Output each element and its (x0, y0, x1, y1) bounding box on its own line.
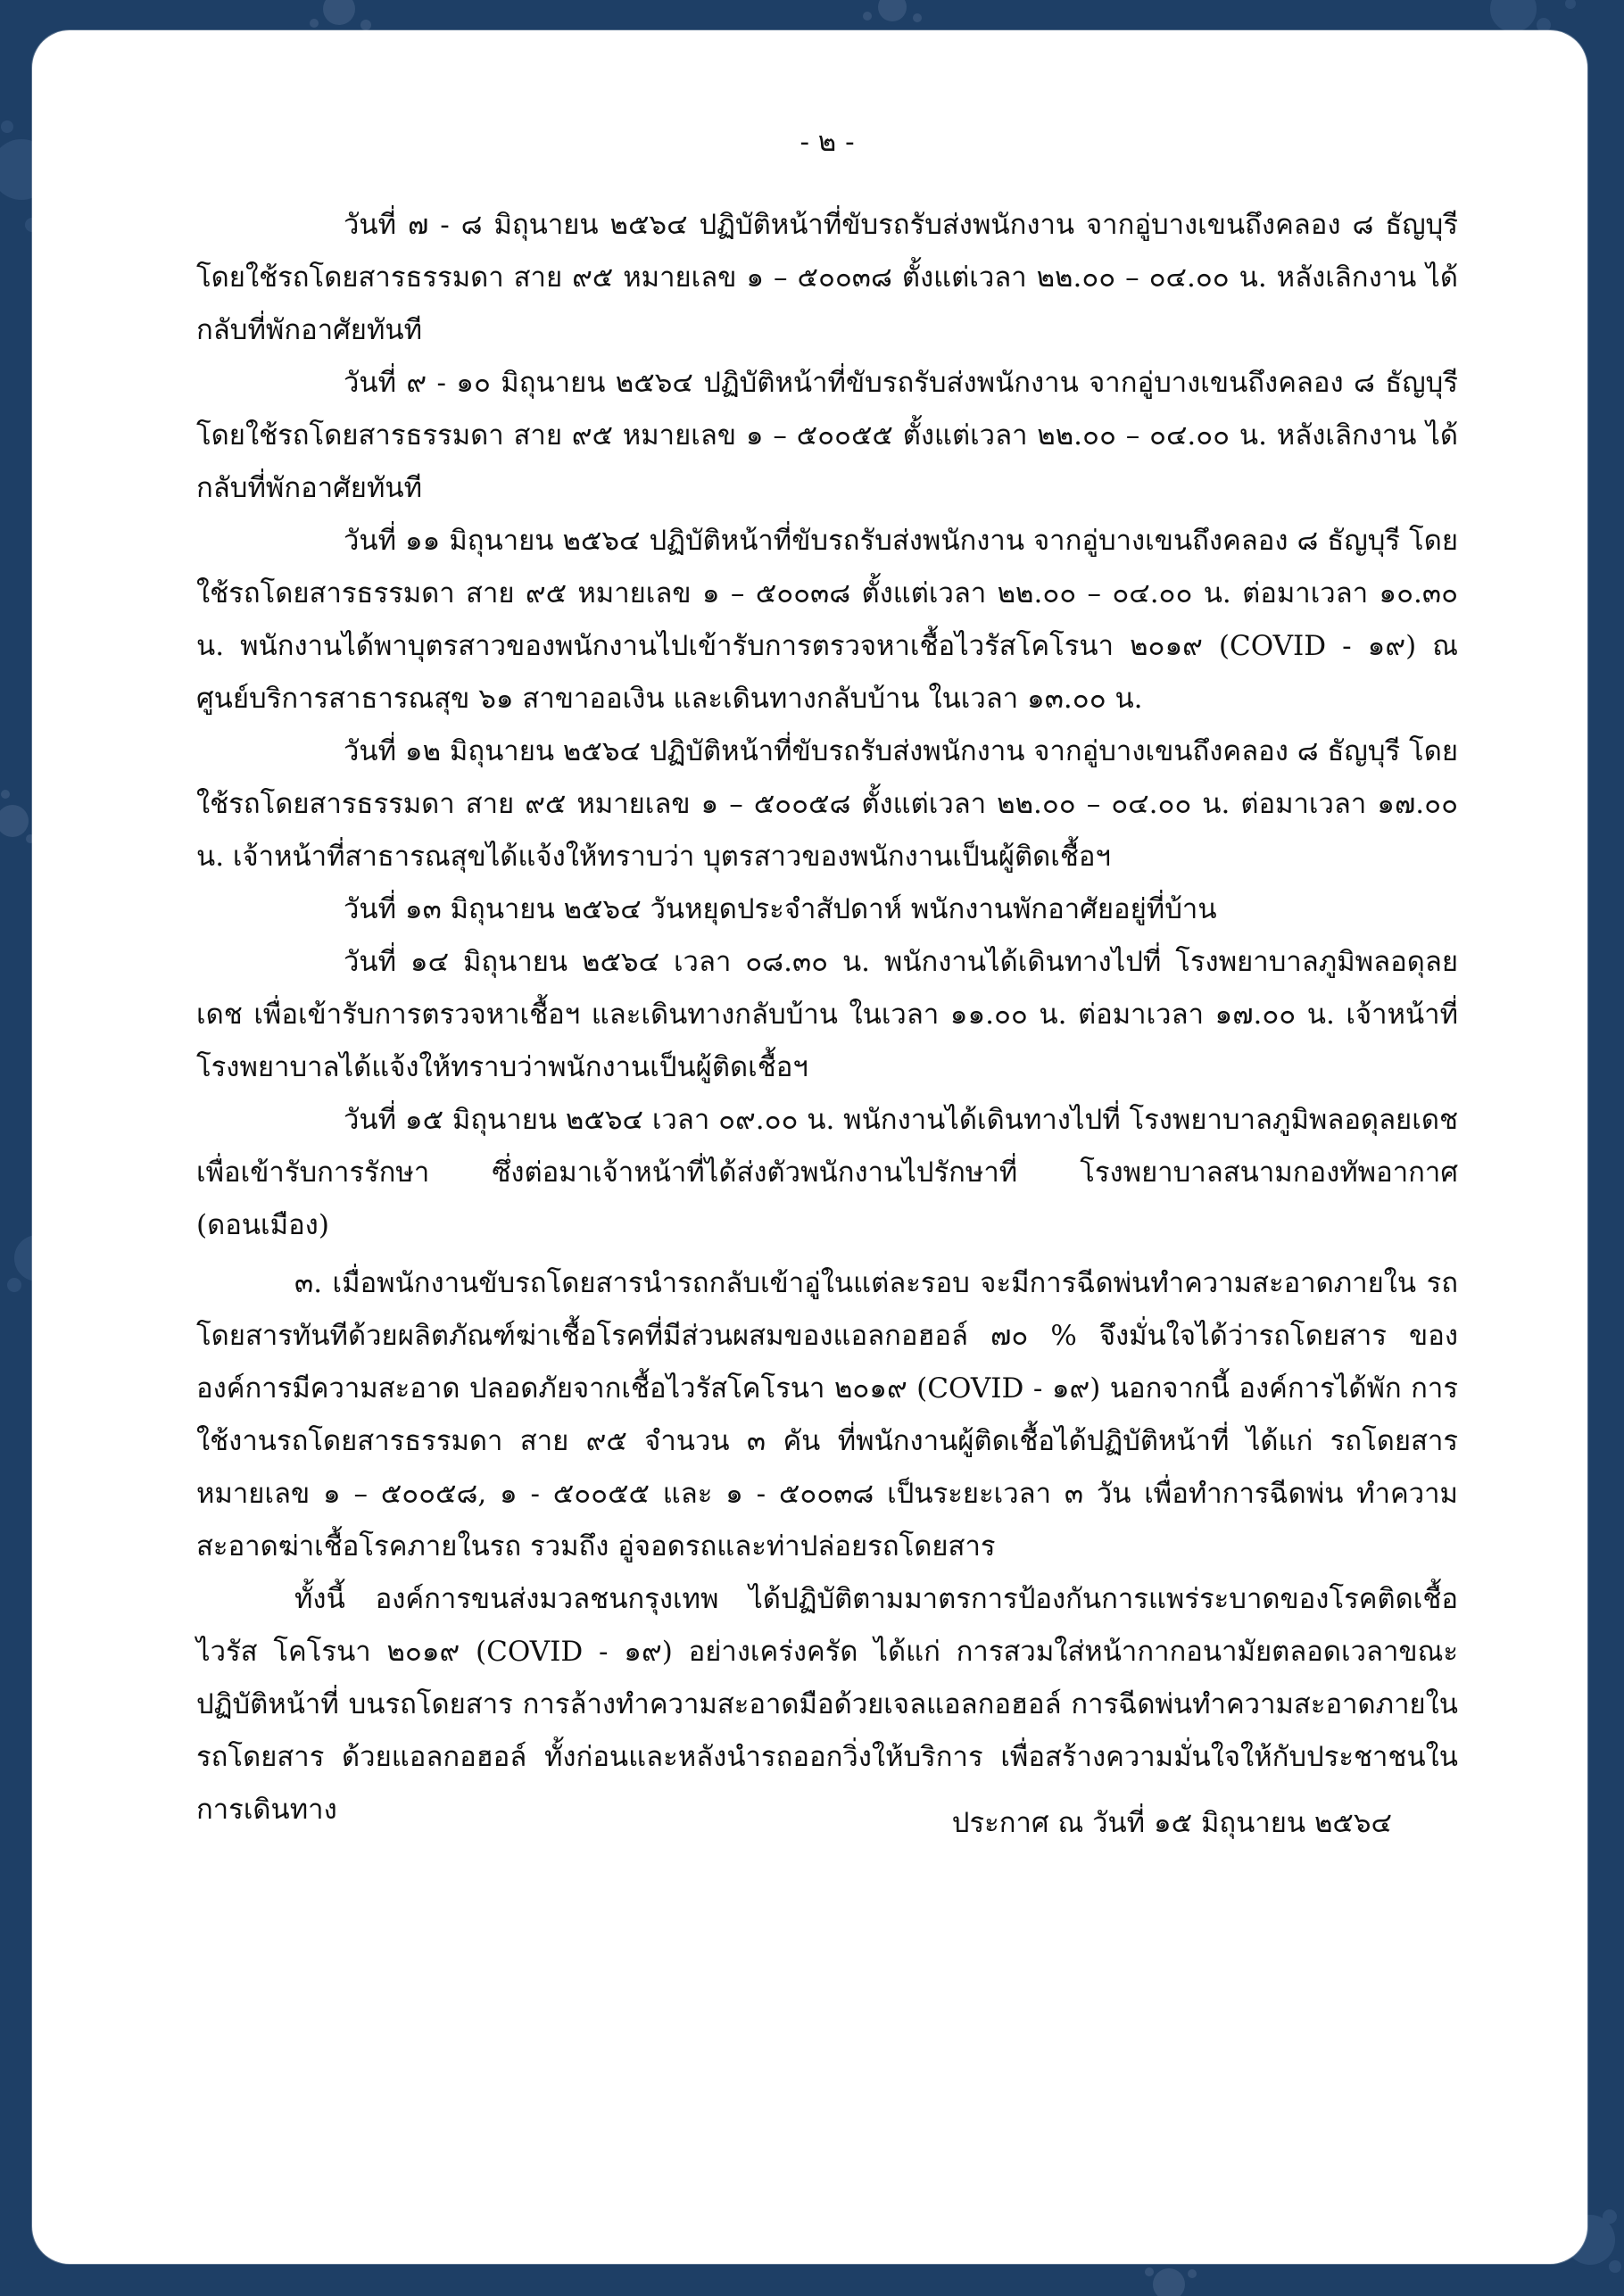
paragraph-2: วันที่ ๙ - ๑๐ มิถุนายน ๒๕๖๔ ปฏิบัติหน้าที่ขับรถรับส่งพนักงาน จากอู่บางเขนถึงคลอง ๘ ธัญบุรี โดยใช้รถโดยสารธรรมดา สาย ๙๕ หมายเลข ๑ – ๕๐๐๕๕ ตั้งแต่เวลา ๒๒.๐๐ – ๐๔.๐๐ น. หลังเลิกงาน ได้กลับที่พักอาศัยทันที (196, 367, 1458, 504)
paragraph-6: วันที่ ๑๔ มิถุนายน ๒๕๖๔ เวลา ๐๘.๓๐ น. พนักงานได้เดินทางไปที่ โรงพยาบาลภูมิพลอดุลยเดช เพื่อเข้ารับการตรวจหาเชื้อฯ และเดินทางกลับบ้าน ในเวลา ๑๑.๐๐ น. ต่อมาเวลา ๑๗.๐๐ น. เจ้าหน้าที่ โรงพยาบาลได้แจ้งให้ทราบว่าพนักงานเป็นผู้ติดเชื้อฯ (196, 946, 1458, 1083)
document-content (196, 116, 1458, 1836)
paragraph-5: วันที่ ๑๓ มิถุนายน ๒๕๖๔ วันหยุดประจำสัปดาห์ พนักงานพักอาศัยอยู่ที่บ้าน (344, 893, 1217, 925)
paragraph-8: ๓. เมื่อพนักงานขับรถโดยสารนำรถกลับเข้าอู่ในแต่ละรอบ จะมีการฉีดพ่นทำความสะอาดภายใน รถโดยสารทันทีด้วยผลิตภัณฑ์ฆ่าเชื้อโรคที่มีส่วนผสมของแอลกอฮอล์ ๗๐ % จึงมั่นใจได้ว่ารถโดยสาร ขององค์การมีความสะอาด ปลอดภัยจากเชื้อไวรัสโคโรนา ๒๐๑๙ (COVID - ๑๙) นอกจากนี้ องค์การได้พัก การใช้งานรถโดยสารธรรมดา สาย ๙๕ จำนวน ๓ คัน ที่พนักงานผู้ติดเชื้อได้ปฏิบัติหน้าที่ ได้แก่ รถโดยสาร หมายเลข ๑ – ๕๐๐๕๘, ๑ - ๕๐๐๕๕ และ ๑ - ๕๐๐๓๘ เป็นระยะเวลา ๓ วัน เพื่อทำการฉีดพ่น ทำความสะอาดฆ่าเชื้อโรคภายในรถ รวมถึง อู่จอดรถและท่าปล่อยรถโดยสาร (196, 1267, 1458, 1562)
document-page (32, 30, 1587, 2264)
paragraph-1: วันที่ ๗ - ๘ มิถุนายน ๒๕๖๔ ปฏิบัติหน้าที่ขับรถรับส่งพนักงาน จากอู่บางเขนถึงคลอง ๘ ธัญบุรี โดยใช้รถโดยสารธรรมดา สาย ๙๕ หมายเลข ๑ – ๕๐๐๓๘ ตั้งแต่เวลา ๒๒.๐๐ – ๐๔.๐๐ น. หลังเลิกงาน ได้กลับที่พักอาศัยทันที (196, 209, 1458, 346)
page-number: - ๒ - (800, 126, 855, 158)
announcement-date: ประกาศ ณ วันที่ ๑๕ มิถุนายน ๒๕๖๔ (951, 1807, 1392, 1839)
paragraph-3: วันที่ ๑๑ มิถุนายน ๒๕๖๔ ปฏิบัติหน้าที่ขับรถรับส่งพนักงาน จากอู่บางเขนถึงคลอง ๘ ธัญบุรี โดยใช้รถโดยสารธรรมดา สาย ๙๕ หมายเลข ๑ – ๕๐๐๓๘ ตั้งแต่เวลา ๒๒.๐๐ – ๐๔.๐๐ น. ต่อมาเวลา ๑๐.๓๐ น. พนักงานได้พาบุตรสาวของพนักงานไปเข้ารับการตรวจหาเชื้อไวรัสโคโรนา ๒๐๑๙ (COVID - ๑๙) ณ ศูนย์บริการสาธารณสุข ๖๑ สาขาออเงิน และเดินทางกลับบ้าน ในเวลา ๑๓.๐๐ น. (196, 525, 1458, 715)
paragraph-4: วันที่ ๑๒ มิถุนายน ๒๕๖๔ ปฏิบัติหน้าที่ขับรถรับส่งพนักงาน จากอู่บางเขนถึงคลอง ๘ ธัญบุรี โดยใช้รถโดยสารธรรมดา สาย ๙๕ หมายเลข ๑ – ๕๐๐๕๘ ตั้งแต่เวลา ๒๒.๐๐ – ๐๔.๐๐ น. ต่อมาเวลา ๑๗.๐๐ น. เจ้าหน้าที่สาธารณสุขได้แจ้งให้ทราบว่า บุตรสาวของพนักงานเป็นผู้ติดเชื้อฯ (196, 735, 1458, 873)
paragraph-9: ทั้งนี้ องค์การขนส่งมวลชนกรุงเทพ ได้ปฏิบัติตามมาตรการป้องกันการแพร่ระบาดของโรคติดเชื้อไวรัส โคโรนา ๒๐๑๙ (COVID - ๑๙) อย่างเคร่งครัด ได้แก่ การสวมใส่หน้ากากอนามัยตลอดเวลาขณะปฏิบัติหน้าที่ บนรถโดยสาร การล้างทำความสะอาดมือด้วยเจลแอลกอฮอล์ การฉีดพ่นทำความสะอาดภายในรถโดยสาร ด้วยแอลกอฮอล์ ทั้งก่อนและหลังนำรถออกวิ่งให้บริการ เพื่อสร้างความมั่นใจให้กับประชาชนในการเดินทาง (196, 1583, 1458, 1826)
paragraph-7: วันที่ ๑๕ มิถุนายน ๒๕๖๔ เวลา ๐๙.๐๐ น. พนักงานได้เดินทางไปที่ โรงพยาบาลภูมิพลอดุลยเดช เพื่อเข้ารับการรักษา ซึ่งต่อมาเจ้าหน้าที่ได้ส่งตัวพนักงานไปรักษาที่ โรงพยาบาลสนามกองทัพอากาศ (ดอนเมือง) (196, 1104, 1458, 1241)
